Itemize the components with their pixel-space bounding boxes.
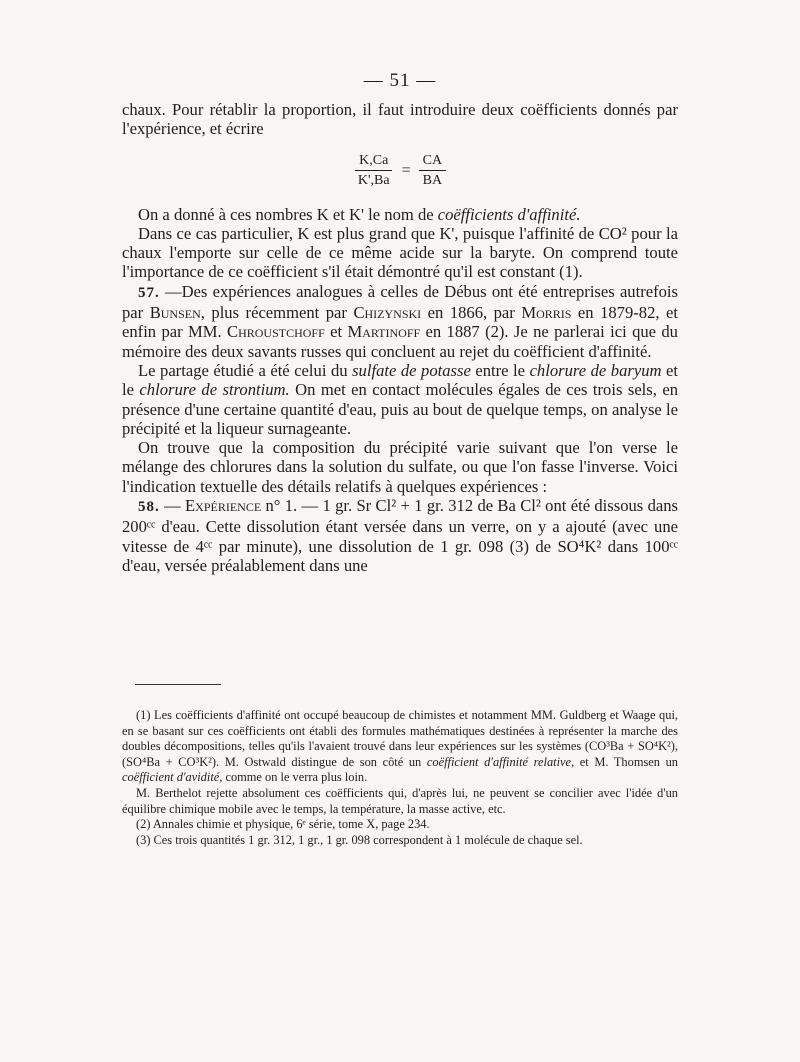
italic-term: coëfficient d'affinité relative xyxy=(426,754,572,769)
author-name: Bunsen xyxy=(149,303,201,323)
section-text: — xyxy=(159,496,186,516)
formula-right-denominator: BA xyxy=(422,173,443,189)
italic-term: chlorure de baryum xyxy=(529,360,662,380)
formula-left-numerator: K,Ca xyxy=(355,153,392,171)
author-name: Chroustchoff xyxy=(227,322,325,342)
author-name: Chizynski xyxy=(353,303,422,323)
formula-right-numerator: CA xyxy=(419,153,446,171)
paragraph-text: entre le xyxy=(470,360,530,380)
section-number: 57. xyxy=(138,284,160,301)
formula-left-fraction xyxy=(354,153,394,188)
section-text: n° 1. — 1 gr. Sr Cl² + 1 gr. 312 de Ba Cl² ont été dissous dans 200ᶜᶜ d'eau. Cette dissolution étant versée dans un verre, on y a ajouté (avec une vitesse de 4ᶜᶜ par minute), une dissolution de 1 gr. 098 (3) de SO⁴K² dans 100ᶜᶜ d'eau, versée préalablement dans une xyxy=(122,496,679,575)
formula-right-fraction xyxy=(419,153,446,188)
page-number: — 51 — xyxy=(363,70,437,91)
footnote-text: , comme on le verra plus loin. xyxy=(219,770,368,785)
paragraph-intro: chaux. Pour rétablir la proportion, il faut introduire deux coëfficients donnés par l'expérience, et écrire xyxy=(122,100,678,139)
main-text xyxy=(122,100,678,575)
footnote-1-continuation: M. Berthelot rejette absolument ces coëfficients qui, d'après lui, ne peuvent se concilier avec l'idée d'un équilibre chimique mobile avec le temps, la température, la masse active, etc. xyxy=(122,785,678,816)
section-text: en 1866, par xyxy=(421,303,522,323)
section-57 xyxy=(122,282,678,361)
footnote-1 xyxy=(122,708,678,786)
paragraph-partage xyxy=(122,361,678,438)
paragraph-affinity-definition xyxy=(122,205,678,224)
section-text: et xyxy=(324,322,348,342)
paragraph-composition: On trouve que la composition du précipité varie suivant que l'on verse le mélange des chlorures dans la solution du sulfate, ou que l'on fasse l'inverse. Voici l'indication textuelle des détails relatifs à quelques expériences : xyxy=(122,438,678,496)
footnote-separator xyxy=(135,684,221,685)
italic-term: coëfficient d'avidité xyxy=(122,770,220,785)
footnote-text: , et M. Thomsen un xyxy=(571,754,678,769)
section-text: en 1887 (2). Je ne parlerai ici que du mémoire des deux savants russes qui concluent au rejet du coëfficient d'affinité. xyxy=(122,322,678,361)
formula-left-denominator: K',Ba xyxy=(357,173,390,189)
affinity-formula xyxy=(122,151,678,191)
footnote-3: (3) Ces trois quantités 1 gr. 312, 1 gr., 1 gr. 098 correspondent à 1 molécule de chaque sel. xyxy=(136,832,583,847)
footnote-2: (2) Annales chimie et physique, 6ᵉ série, tome X, page 234. xyxy=(136,817,430,832)
italic-term: chlorure de strontium. xyxy=(139,380,290,400)
paragraph-text: et le xyxy=(122,360,678,400)
paragraph-particular-case: Dans ce cas particulier, K est plus grand que K', puisque l'affinité de CO² pour la chaux l'emporte sur celle de ce même acide sur la baryte. On comprend toute l'importance de ce coëfficient s'il était démontré qu'il est constant (1). xyxy=(122,223,678,282)
section-text: en 1879-82, et enfin par MM. xyxy=(122,303,678,342)
paragraph-text: On a donné à ces nombres K et K' le nom de xyxy=(138,204,438,224)
italic-term: coëfficients d'affinité. xyxy=(437,204,581,224)
paragraph-text: Le partage étudié a été celui du xyxy=(138,360,353,380)
section-text: —Des expériences analogues à celles de Débus ont été entreprises autrefois par xyxy=(122,281,678,323)
italic-term: sulfate de potasse xyxy=(352,360,471,380)
author-name: Martinoff xyxy=(347,322,421,342)
section-number: 58. xyxy=(138,499,160,516)
footnotes xyxy=(122,708,678,848)
footnote-text: (1) Les coëfficients d'affinité ont occupé beaucoup de chimistes et notamment MM. Guldberg et Waage qui, en se basant sur ces coëfficients ont établi des formules mathématiques destinées à représenter la marche des doubles décompositions, telles qu'ils l'avaient trouvé dans leur expériences sur les systèmes (CO³Ba + SO⁴K²), (SO⁴Ba + CO³K²). M. Ostwald distingue de son côté un xyxy=(122,708,678,769)
paragraph-text: On met en contact molécules égales de ces trois sels, en présence d'une certaine quantité d'eau, puis au bout de quelque temps, on analyse le précipité et la liqueur surnageante. xyxy=(122,380,679,438)
experience-label: Expérience xyxy=(185,496,262,516)
formula-equals: = xyxy=(401,161,411,179)
author-name: Morris xyxy=(521,303,572,323)
section-text: , plus récemment par xyxy=(200,303,354,323)
section-58 xyxy=(122,496,678,575)
